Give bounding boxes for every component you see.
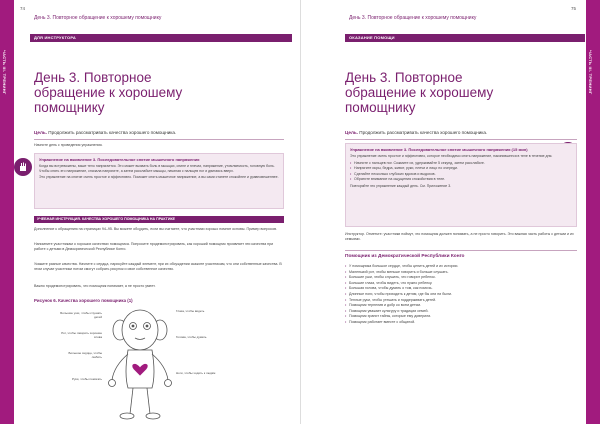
list-item: • Помощник работает вместе с общиной.	[345, 320, 577, 325]
instruction-text: Укажите разные качества. Начните с сердца, нарисуйте каждый элемент, при их обсуждении скажите участникам, что они собственные качества. В этом случае участники потом смогут собрать рисунок и свое собственное качество.	[34, 262, 282, 271]
divider	[345, 250, 577, 251]
list-item: • Обратите внимание на ощущения спокойствия в теле.	[350, 177, 572, 182]
side-tab-label: ЧАСТЬ III. ТРЕНИНГ	[588, 50, 593, 95]
divider	[345, 139, 577, 140]
list-item: • Помощник хранит тайны, которые ему доверили.	[345, 314, 577, 319]
exercise-steps	[350, 161, 572, 182]
exercise-text: Это упражнение на снятие очень простое и эффективно. Поможет снять мышечное напряжение, а вы сами станете спокойнее и уравновешеннее.	[39, 175, 279, 179]
side-tab-left	[0, 0, 14, 424]
instruction-text: Дополнение к обращению на страницах 94–95. Вы можете обсудить, если вы считаете, что участники хорошо помнят основы. Пример вопросов.	[34, 227, 278, 231]
exercise-title: Упражнение на вживление 3. Последовательное снятие мышечного напряжения	[39, 157, 200, 162]
helper-figure-illustration	[104, 304, 176, 422]
figure-label: Рот, чтобы говорить хорошие слова	[61, 331, 102, 339]
list-item: • Большая голова, чтобы думать о том, как помочь.	[345, 286, 577, 291]
figure-label: Глаза, чтобы видеть	[176, 309, 205, 313]
goal-label: Цель.	[34, 130, 47, 135]
exercise-title: Упражнение на вживление 3. Последовательное снятие мышечного напряжения (15 мин)	[350, 147, 528, 152]
instruction-text: Напомните участникам о хороших качествах помощника. Попросите продемонстрировать, как хороший помощник проявляет эти качества при работе с детьми в Демократической Республике Конго.	[34, 242, 274, 251]
exercise-box	[345, 143, 577, 227]
page-number: 75	[571, 6, 577, 11]
intro-text: Начните день с проведения упражнения.	[34, 143, 103, 147]
exercise-text: Когда вы встревожены, ваше тело напрягается. Это может вызвать боль в мышцах, спине и плечах, напряжение, утомляемость, головную боль. Чтобы снять это напряжение, сначала напрягите, а затем расслабьте мышцы, начиная с пальцев ног и двигаясь вверх.	[39, 164, 275, 173]
list-item: • Сделайте несколько глубоких вдохов и выдохов.	[350, 172, 572, 177]
figure-title: Рисунок 6. Качества хорошего помощника (1)	[34, 298, 133, 303]
section-bar: ОКАЗАНИЕ ПОМОЩИ	[345, 34, 585, 42]
list-item: • Маленький рот, чтобы меньше говорить и больше слушать.	[345, 270, 577, 275]
figure-label: Руки, чтобы помогать	[71, 377, 102, 381]
exercise-text: Это упражнение очень простое и эффективно, которое необходимо снять напряжение, накопившееся в теле в течение дня.	[350, 154, 553, 158]
list-item: • Длинные ноги, чтобы приходить к детям, где бы они ни были.	[345, 292, 577, 297]
figure-label: Голова, чтобы думать	[176, 335, 207, 339]
list-item: • Начните с пальцев ног. Сожмите их, удерживайте 5 секунд, затем расслабьте.	[350, 161, 572, 166]
goal	[34, 130, 176, 135]
list-item: • Теплые руки, чтобы утешать и поддерживать детей.	[345, 298, 577, 303]
instruction-bar: УЧЕБНАЯ ИНСТРУКЦИЯ. КАЧЕСТВА ХОРОШЕГО ПОМОЩНИКА НА ПРАКТИКЕ	[34, 216, 284, 223]
list-item: • Напрягите икры, бедра, живот, руки, плечи и лицо по очереди.	[350, 166, 572, 171]
goal-text: Продолжить рассматривать качества хорошего помощника.	[48, 130, 177, 135]
right-page	[300, 0, 600, 424]
exercise-footer: Повторяйте это упражнение каждый день. См. Приложение 3.	[350, 183, 452, 188]
list-item: • У помощника большое сердце, чтобы ценить детей и их истории.	[345, 264, 577, 269]
section-bar: ДЛЯ ИНСТРУКТОРА	[30, 34, 292, 42]
goal-label: Цель.	[345, 130, 358, 135]
hand-badge-icon	[14, 158, 32, 176]
goal	[345, 130, 487, 135]
list-item: • Помощник уважает культуру и традиции семей.	[345, 309, 577, 314]
divider	[34, 139, 284, 140]
page-number: 74	[20, 6, 26, 11]
figure-label: Большое сердце, чтобы любить	[68, 351, 102, 359]
exercise-box	[34, 153, 284, 209]
instructor-note: Инструктор. Отметьте: участники поймут, что помощник должен понимать, а не просто говорить. Это важная часть работы с детьми и их семьями.	[345, 232, 574, 241]
qualities-list	[345, 264, 577, 326]
list-item: • Большие глаза, чтобы видеть, что нужно ребенку.	[345, 281, 577, 286]
instruction-text: Важно продемонстрировать, что помощник понимает, а не просто умеет.	[34, 284, 156, 288]
goal-text: Продолжить рассматривать качества хорошего помощника.	[359, 130, 488, 135]
running-head: День 3. Повторное обращение к хорошему помощнику	[34, 15, 162, 21]
figure-label: Большие уши, чтобы слушать детей	[60, 311, 102, 319]
page-title: День 3. Повторное обращение к хорошему помощнику	[345, 70, 494, 115]
running-head: День 3. Повторное обращение к хорошему помощнику	[349, 15, 477, 21]
figure-label: Ноги, чтобы ходить к людям	[176, 371, 216, 375]
side-tab-label: ЧАСТЬ III. ТРЕНИНГ	[2, 50, 7, 95]
section-subheading: Помощник из Демократической Республики Конго	[345, 254, 465, 259]
list-item: • Помощник терпелив и добр ко всем детям.	[345, 303, 577, 308]
list-item: • Большие уши, чтобы слушать, что говорит ребенок.	[345, 275, 577, 280]
page-title: День 3. Повторное обращение к хорошему помощнику	[34, 70, 183, 115]
side-tab-right	[586, 0, 600, 424]
